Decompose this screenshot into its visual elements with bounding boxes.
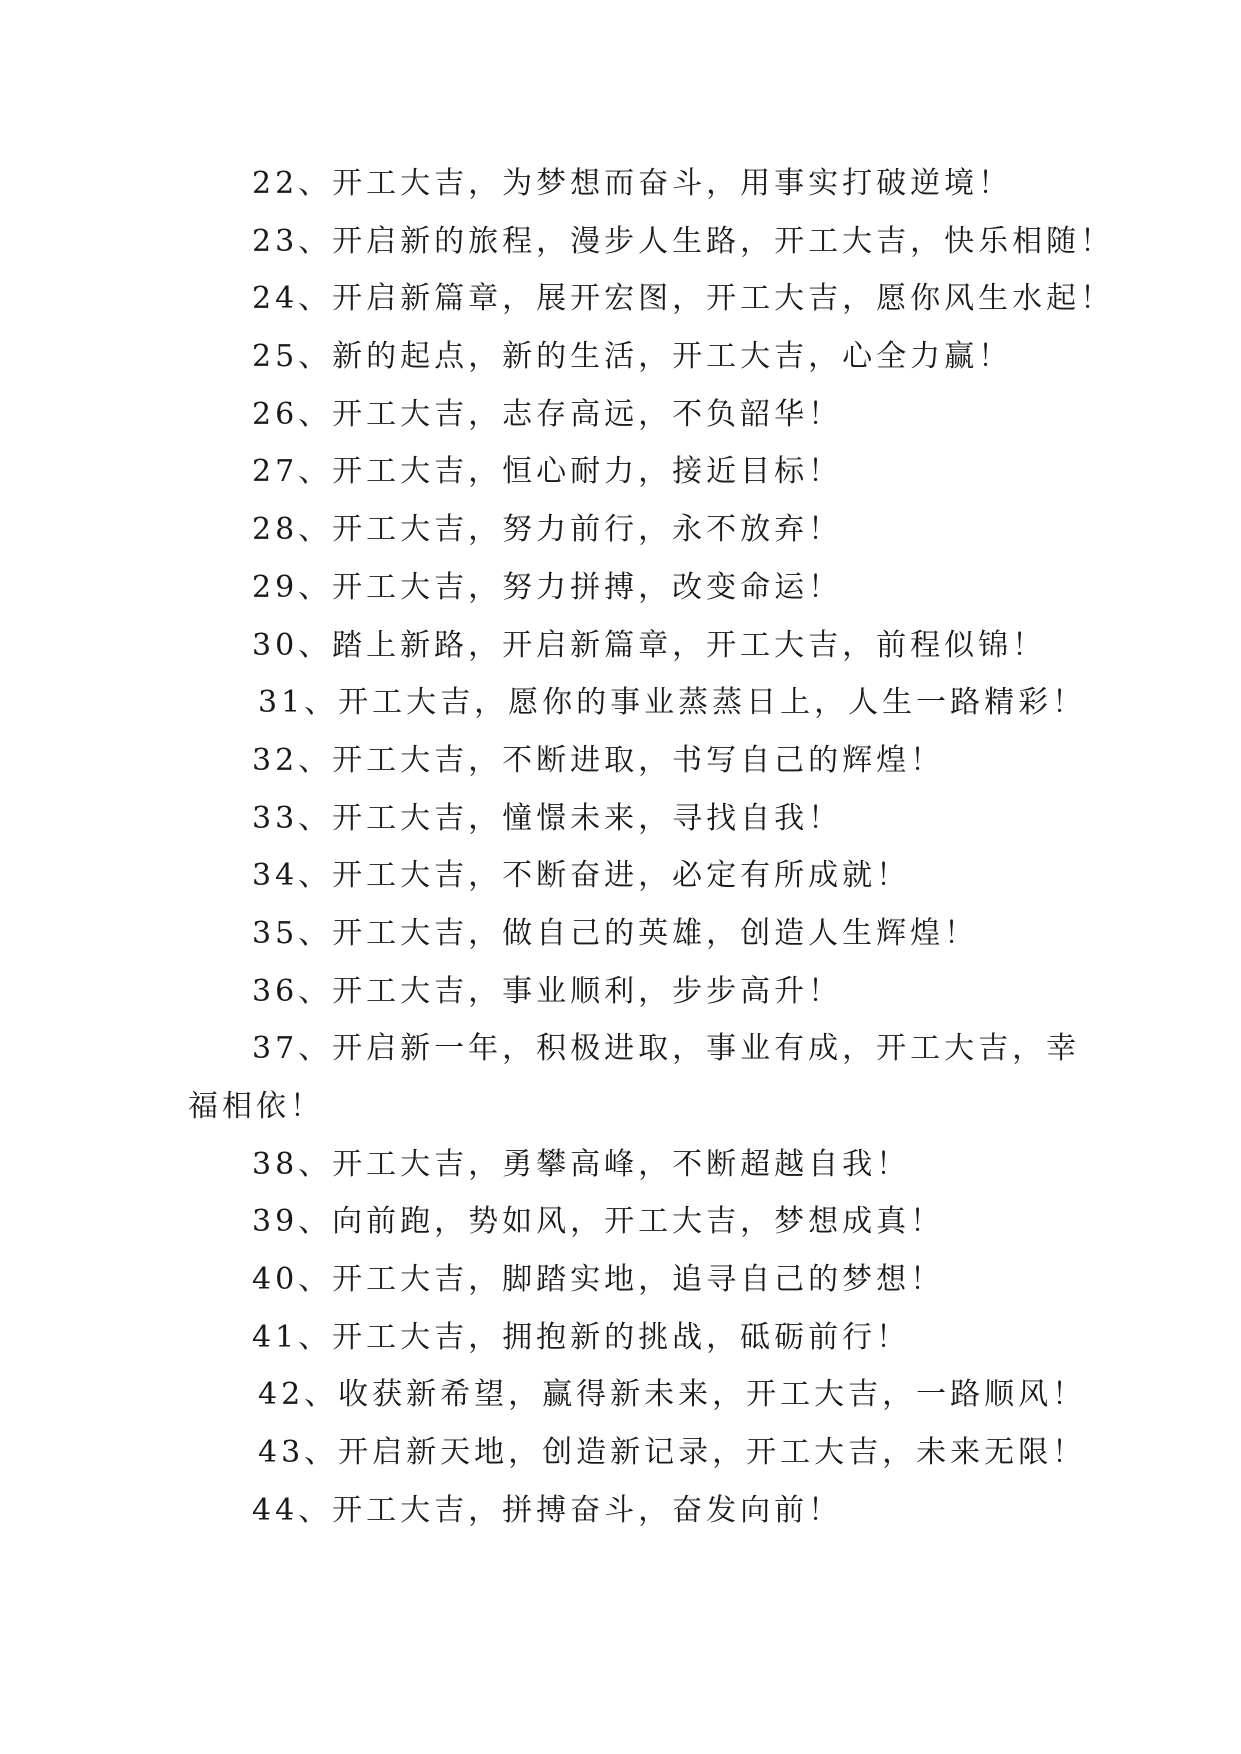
list-item: 26、开工大吉，志存高远，不负韶华！ [252, 396, 843, 432]
list-item: 34、开工大吉，不断奋进，必定有所成就！ [252, 858, 911, 894]
list-item: 27、开工大吉，恒心耐力，接近目标！ [252, 454, 843, 490]
list-item: 41、开工大吉，拥抱新的挑战，砥砺前行！ [252, 1319, 911, 1355]
list-item: 29、开工大吉，努力拼搏，改变命运！ [252, 569, 843, 605]
list-item: 32、开工大吉，不断进取，书写自己的辉煌！ [252, 742, 945, 778]
list-item: 30、踏上新路，开启新篇章，开工大吉，前程似锦！ [252, 627, 1047, 663]
list-item: 40、开工大吉，脚踏实地，追寻自己的梦想！ [252, 1262, 945, 1298]
slogan-list [0, 155, 1241, 1540]
list-item: 35、开工大吉，做自己的英雄，创造人生辉煌！ [252, 915, 979, 951]
list-item: 37、开启新一年，积极进取，事业有成，开工大吉，幸 [252, 1031, 1081, 1067]
list-item-continuation: 福相依！ [188, 1089, 324, 1124]
list-item: 36、开工大吉，事业顺利，步步高升！ [252, 973, 843, 1009]
list-item: 39、向前跑，势如风，开工大吉，梦想成真！ [252, 1204, 945, 1240]
list-item: 43、开启新天地，创造新记录，开工大吉，未来无限！ [258, 1435, 1087, 1471]
list-item: 44、开工大吉，拼搏奋斗，奋发向前！ [252, 1492, 843, 1528]
list-item: 23、开启新的旅程，漫步人生路，开工大吉，快乐相随！ [252, 223, 1115, 259]
list-item: 24、开启新篇章，展开宏图，开工大吉，愿你风生水起！ [252, 281, 1115, 317]
list-item: 25、新的起点，新的生活，开工大吉，心全力赢！ [252, 339, 1013, 375]
list-item: 31、开工大吉，愿你的事业蒸蒸日上，人生一路精彩！ [258, 685, 1087, 721]
list-item: 38、开工大吉，勇攀高峰，不断超越自我！ [252, 1146, 911, 1182]
list-item: 33、开工大吉，憧憬未来，寻找自我！ [252, 800, 843, 836]
list-item: 42、收获新希望，赢得新未来，开工大吉，一路顺风！ [258, 1377, 1087, 1413]
list-item: 22、开工大吉，为梦想而奋斗，用事实打破逆境！ [252, 166, 1013, 201]
list-item: 28、开工大吉，努力前行，永不放弃！ [252, 512, 843, 548]
